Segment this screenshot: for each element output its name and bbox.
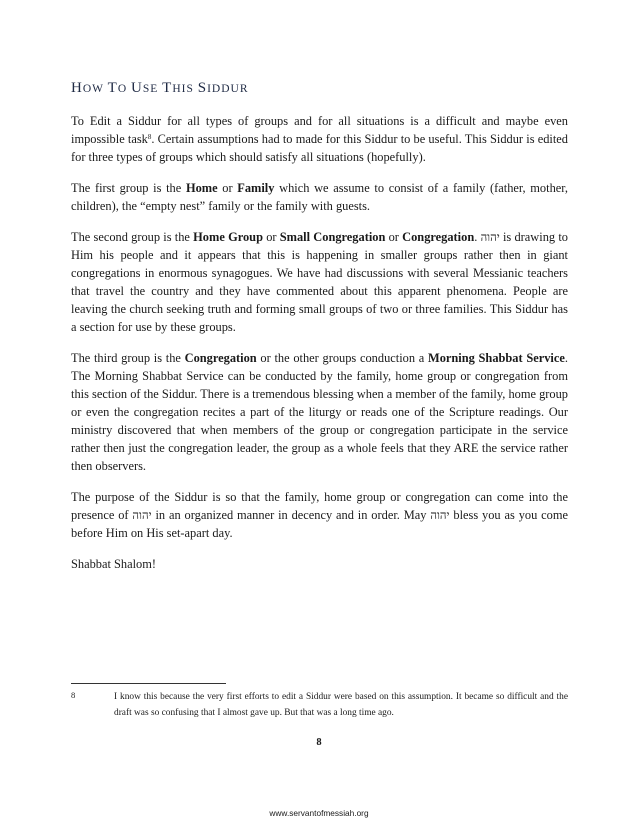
hebrew-divine-name: יהוה [480,230,500,244]
footnote-number: 8 [71,690,76,700]
text-run: . The Morning Shabbat Service can be conducted by the family, home group or congregation from this section of the Siddur. There is a tremendous blessing when a member of the family, home group or even the congregation recites a part of the liturgy or reads one of the Scripture readings. Our ministry discovered that when members of the group or congregation participate in the service rather then just the congregation leader, the group as a whole feels that they ARE the service rather then observers. [71,351,568,473]
term-home-group: Home Group [193,230,263,244]
paragraph-first-group [71,179,568,215]
heading-letter: S [197,80,208,96]
heading-letters: IDDUR [207,83,249,95]
text-run: The third group is the [71,351,185,365]
text-run: . [474,230,481,244]
footnote-separator [71,683,226,684]
footnote-text: I know this because the very first efforts to edit a Siddur were based on this assumption. It became so difficult and the draft was so confusing that I almost gave up. But that was a long time ago. [114,692,568,718]
heading-letter: U [131,80,143,96]
text-run: The purpose of the Siddur is so that the family, home group or congregation can come into the presence of [71,490,568,522]
paragraph-third-group [71,349,568,475]
text-run: The first group is the [71,181,186,195]
footnote [71,689,568,721]
heading-letters: HIS [172,83,198,95]
heading-letters: OW [82,83,108,95]
heading-letter: T [162,80,173,96]
heading-letters: SE [142,83,163,95]
body-text [71,112,568,586]
paragraph-intro [71,112,568,166]
text-run: or the other groups conduction a [256,351,428,365]
website-url[interactable]: www.servantofmessiah.org [269,808,369,818]
hebrew-divine-name: יהוה [430,508,450,522]
paragraph-purpose [71,488,568,542]
text-run: or [385,230,403,244]
term-congregation: Congregation [402,230,475,244]
heading-letter: T [107,80,118,96]
term-morning-shabbat-service: Morning Shabbat Service [428,351,565,365]
text-run: or [262,230,280,244]
heading-letters: O [117,83,132,95]
text-run: . Certain assumptions had to made for this Siddur to be useful. This Siddur is edited for three types of groups which should satisfy all situations (hopefully). [71,132,568,164]
page-number: 8 [316,737,322,748]
term-family: Family [237,181,275,195]
text-run: in an organized manner in decency and in order. May [151,508,431,522]
text-run: bless you as you come before Him on His set-apart day. [71,508,568,540]
term-home: Home [185,181,218,195]
text-run: or [217,181,238,195]
heading-letter: H [71,80,83,96]
paragraph-second-group [71,228,568,336]
text-run: which we assume to consist of a family (father, mother, children), the “empty nest” family or the family with guests. [71,181,568,213]
hebrew-divine-name: יהוה [132,508,152,522]
term-small-congregation: Small Congregation [279,230,386,244]
footnote-ref[interactable]: 8 [147,133,152,141]
term-congregation: Congregation [184,351,257,365]
text-run: The second group is the [71,230,194,244]
text-run: is drawing to Him his people and it appears that this is happening in smaller groups rather then in giant congregations in enormous synagogues. We have had discussions with several Messianic teachers that travel the country and they have commented about this apparent phenomena. People are leaving the church seeking truth and forming small groups of two or three families. This Siddur has a section for use by these groups. [71,230,568,334]
paragraph-closing: Shabbat Shalom! [71,557,157,571]
page-heading [71,80,571,97]
text-run: To Edit a Siddur for all types of groups and for all situations is a difficult and maybe even impossible task [71,114,568,146]
